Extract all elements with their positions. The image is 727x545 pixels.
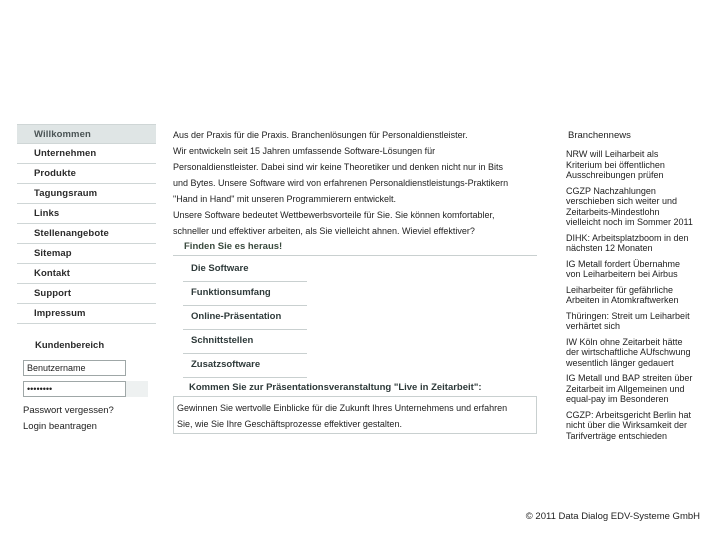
link-online-praesentation[interactable]: Online-Präsentation bbox=[183, 306, 307, 330]
nav-item-tagungsraum[interactable]: Tagungsraum bbox=[17, 184, 156, 204]
customer-area-heading: Kundenbereich bbox=[35, 340, 105, 351]
news-item[interactable]: Leiharbeiter für gefährliche Arbeiten in Atomkraftwerken bbox=[566, 284, 679, 305]
event-description-box bbox=[173, 396, 537, 434]
nav-item-sitemap[interactable]: Sitemap bbox=[17, 244, 156, 264]
event-text-line: Sie, wie Sie Ihre Geschäftsprozesse effektiver gestalten. bbox=[177, 419, 402, 429]
event-text-line: Gewinnen Sie wertvolle Einblicke für die Zukunft Ihres Unternehmens und erfahren bbox=[177, 403, 508, 413]
main-nav bbox=[17, 124, 156, 324]
nav-item-links[interactable]: Links bbox=[17, 204, 156, 224]
news-item[interactable]: IG Metall und BAP streiten über Zeitarbeit im Allgemeinen und equal-pay im Besonderen bbox=[566, 373, 693, 404]
news-item[interactable]: IW Köln ohne Zeitarbeit hätte der wirtschaftliche AUfschwung wesentlich länger gedauert bbox=[566, 336, 691, 368]
news-item[interactable]: CGZP Nachzahlungen verschieben sich weiter und Zeitarbeits-Mindestlohn vielleicht noch im Sommer 2011 bbox=[566, 185, 693, 227]
news-item[interactable]: NRW will Leiharbeit als Kriterium bei öffentlichen Ausschreibungen prüfen bbox=[566, 149, 665, 180]
news-item[interactable]: DIHK: Arbeitsplatzboom in den nächsten 12 Monaten bbox=[566, 232, 689, 253]
intro-line: schneller und effektiver arbeiten, als Sie vielleicht ahnen. Wieviel effektiver? bbox=[173, 226, 475, 236]
link-die-software[interactable]: Die Software bbox=[183, 258, 307, 282]
link-schnittstellen[interactable]: Schnittstellen bbox=[183, 330, 307, 354]
divider bbox=[173, 255, 537, 256]
news-title: Branchennews bbox=[568, 130, 631, 141]
nav-item-stellenangebote[interactable]: Stellenangebote bbox=[17, 224, 156, 244]
nav-item-unternehmen[interactable]: Unternehmen bbox=[17, 144, 156, 164]
password-input[interactable] bbox=[23, 381, 126, 397]
news-item[interactable]: CGZP: Arbeitsgericht Berlin hat nicht über die Wirksamkeit der Tarifverträge entschieden bbox=[566, 409, 692, 441]
link-zusatzsoftware[interactable]: Zusatzsoftware bbox=[183, 354, 307, 378]
intro-text bbox=[173, 127, 533, 239]
news-item[interactable]: IG Metall fordert Übernahme von Leiharbeitern bei Airbus bbox=[566, 258, 681, 279]
nav-item-produkte[interactable]: Produkte bbox=[17, 164, 156, 184]
nav-item-kontakt[interactable]: Kontakt bbox=[17, 264, 156, 284]
link-funktionsumfang[interactable]: Funktionsumfang bbox=[183, 282, 307, 306]
intro-line: Unsere Software bedeutet Wettbewerbsvorteile für Sie. Sie können komfortabler, bbox=[173, 210, 495, 220]
intro-line: "Hand in Hand" mit unseren Programmierern entwickelt. bbox=[173, 194, 396, 204]
copyright: © 2011 Data Dialog EDV-Systeme GmbH bbox=[525, 511, 700, 522]
request-login-link[interactable]: Login beantragen bbox=[23, 421, 97, 432]
username-input[interactable] bbox=[23, 360, 126, 376]
nav-item-support[interactable]: Support bbox=[17, 284, 156, 304]
nav-item-willkommen[interactable]: Willkommen bbox=[17, 124, 156, 144]
intro-line: und Bytes. Unsere Software wird von erfahrenen Personaldienstleistungs-Praktikern bbox=[173, 178, 509, 188]
event-heading-link[interactable]: Kommen Sie zur Präsentationsveranstaltung "Live in Zeitarbeit": bbox=[189, 382, 482, 393]
password-field-extension bbox=[126, 381, 148, 397]
intro-line: Aus der Praxis für die Praxis. Branchenlösungen für Personaldienstleister. bbox=[173, 130, 468, 140]
forgot-password-link[interactable]: Passwort vergessen? bbox=[23, 405, 114, 416]
intro-line: Wir entwickeln seit 15 Jahren umfassende Software-Lösungen für bbox=[173, 146, 436, 156]
nav-item-impressum[interactable]: Impressum bbox=[17, 304, 156, 324]
product-links bbox=[183, 258, 307, 378]
news-list bbox=[566, 149, 696, 446]
intro-line: Personaldienstleister. Dabei sind wir keine Theoretiker und denken nicht nur in Bits bbox=[173, 162, 504, 172]
news-item[interactable]: Thüringen: Streit um Leiharbeit verhärtet sich bbox=[566, 310, 690, 331]
find-out-heading: Finden Sie es heraus! bbox=[184, 241, 283, 252]
